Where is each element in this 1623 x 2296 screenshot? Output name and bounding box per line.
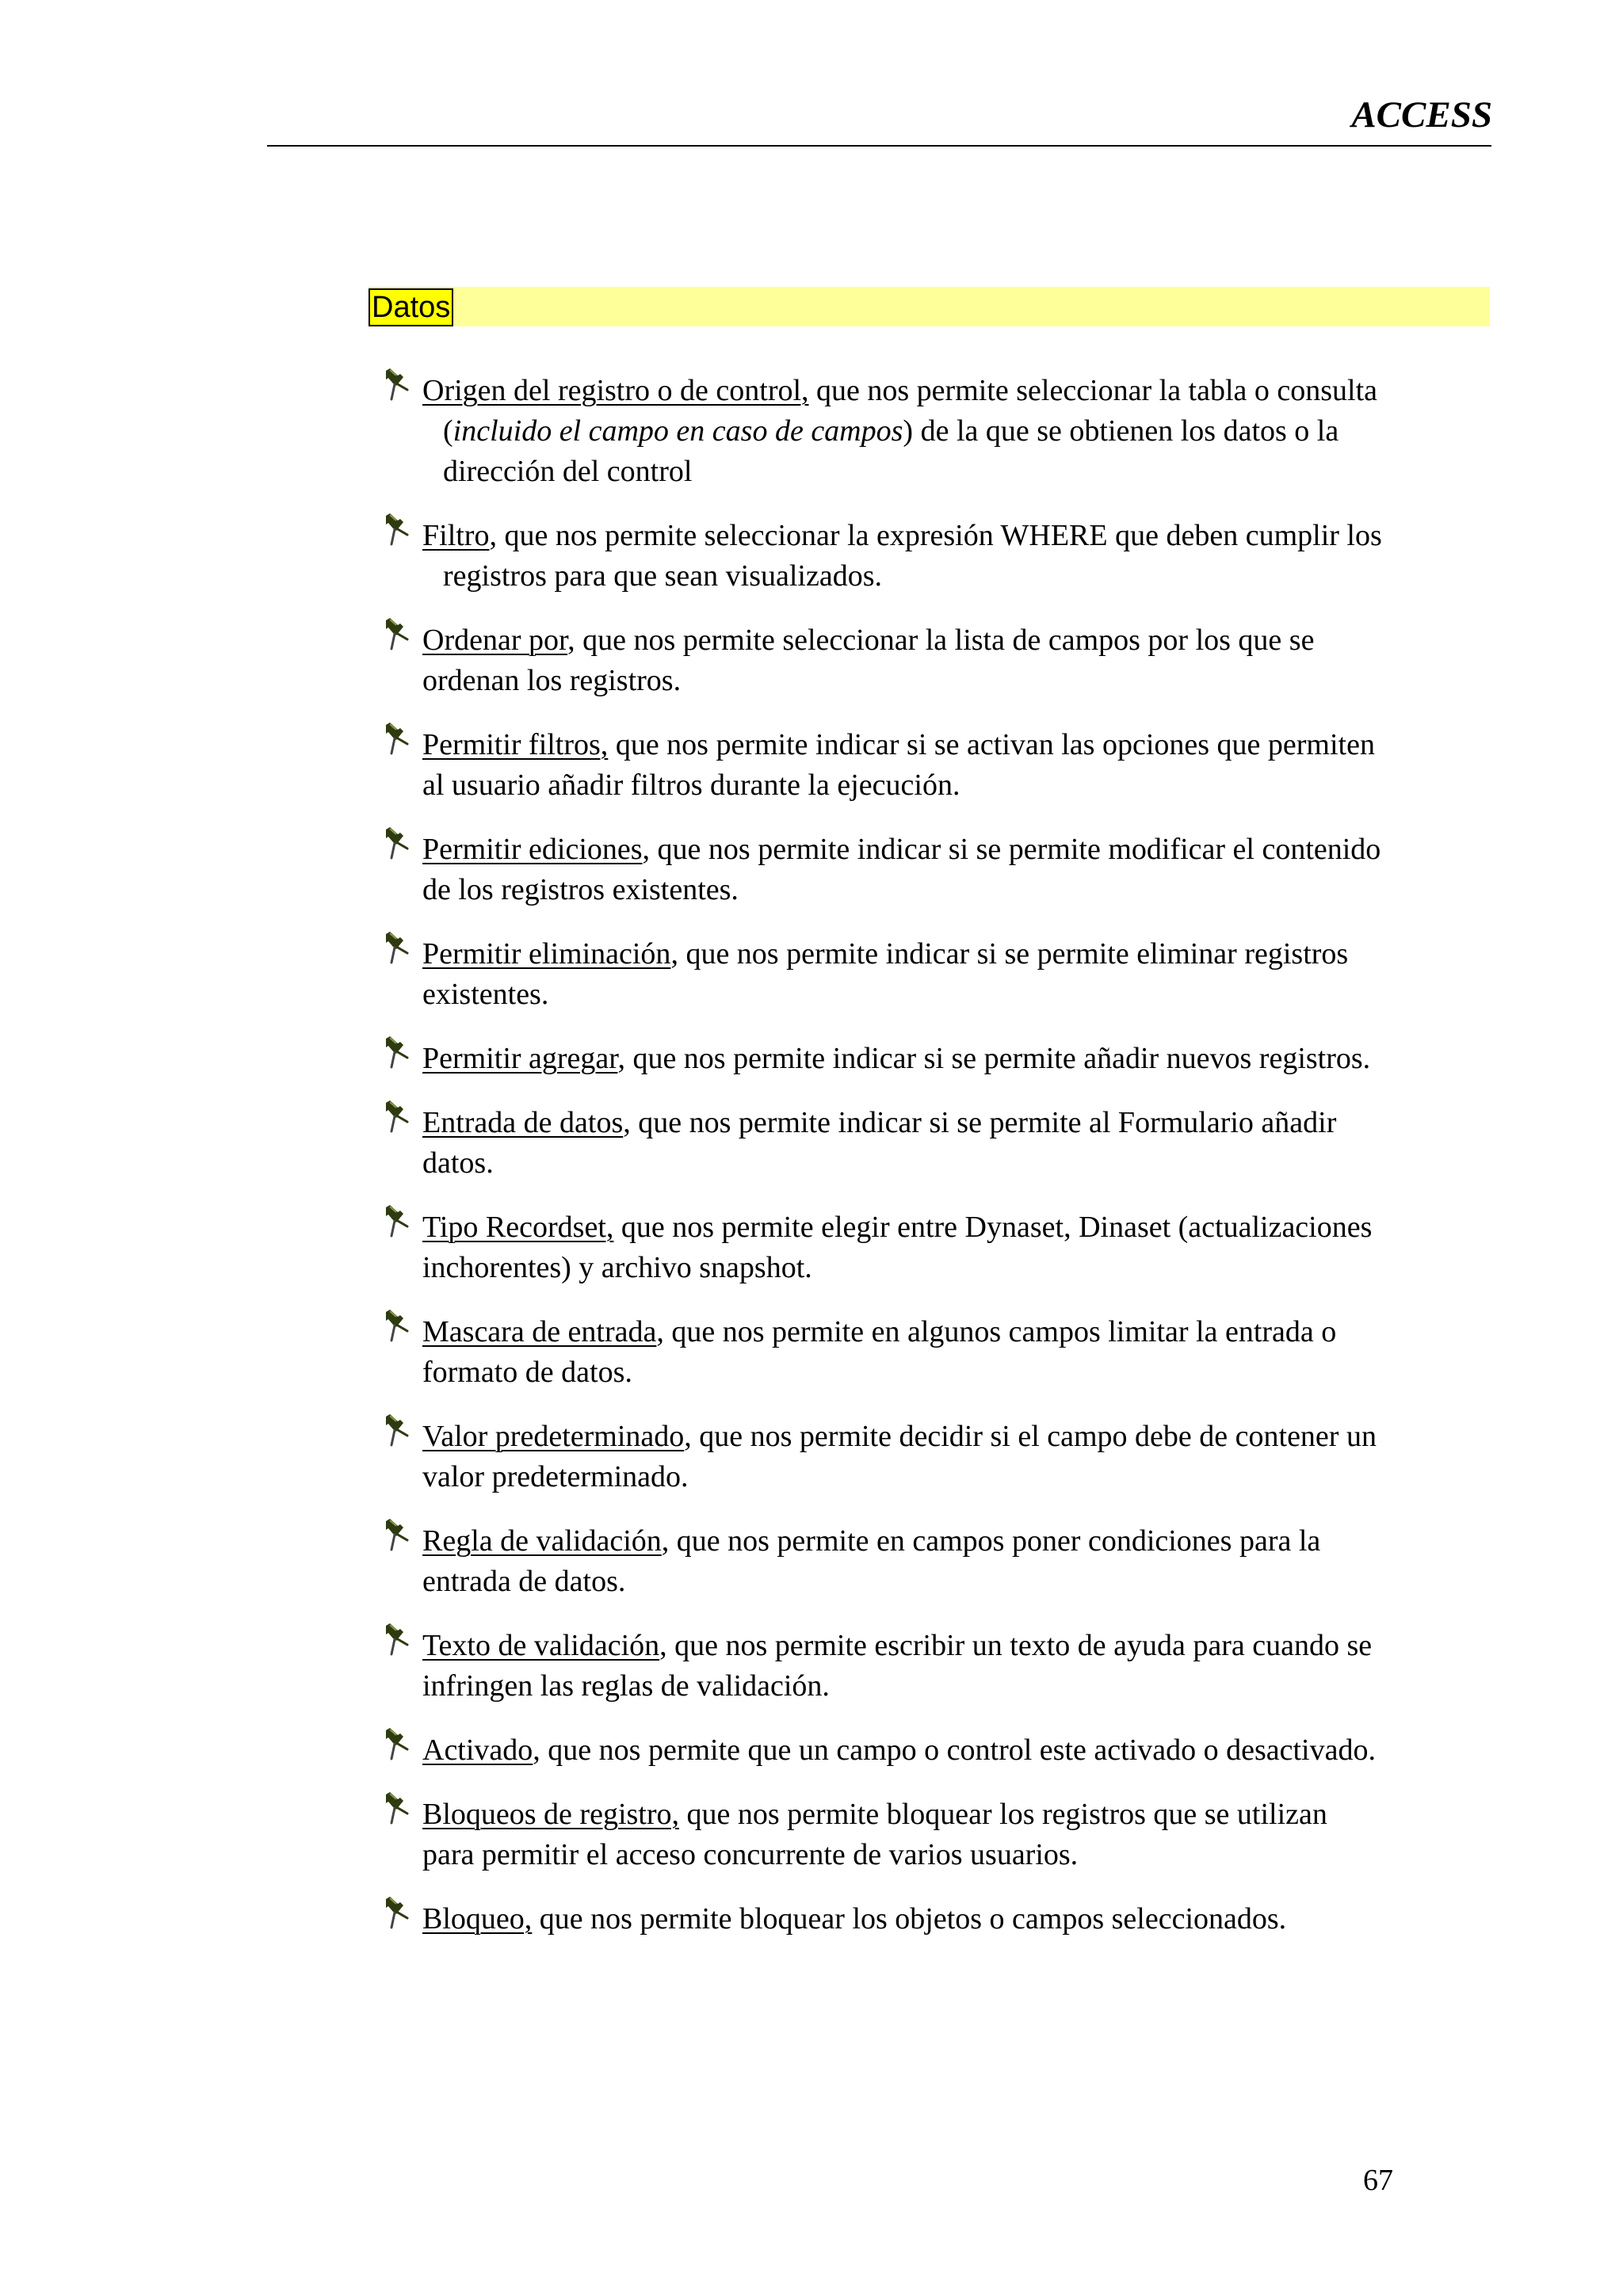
item-line [422,974,1486,1015]
item-text [422,1207,1486,1288]
item-description: que nos permite indicar si se activan las opciones que permiten [608,728,1375,761]
item-term: Texto de validación [422,1629,660,1662]
pushpin-icon [379,1518,414,1558]
item-description: , que nos permite decidir si el campo debe de contener un [684,1420,1377,1453]
pushpin-icon [379,1204,414,1244]
pushpin-icon [379,826,414,866]
list-item-7 [379,1039,1486,1079]
item-term: Tipo Recordset, [422,1211,614,1244]
item-text [422,1899,1486,1939]
list-item-16 [379,1899,1486,1939]
pushpin-icon [379,1100,414,1139]
item-line [422,1207,1486,1248]
item-line [422,411,1486,452]
item-description: , que nos permite en campos poner condiciones para la [661,1524,1321,1558]
item-text [422,830,1486,910]
item-term: Permitir eliminación [422,937,671,971]
list-item-4 [379,725,1486,806]
item-term: Entrada de datos [422,1106,624,1139]
item-term: Activado [422,1733,533,1767]
list-item-13 [379,1626,1486,1707]
item-text [422,516,1486,597]
item-line [422,1039,1486,1079]
list-item-14 [379,1730,1486,1771]
pushpin-icon [379,1035,414,1075]
item-line [422,1835,1486,1875]
item-term: Permitir filtros, [422,728,609,761]
item-line [422,452,1486,492]
item-term: Bloqueos de registro, [422,1798,680,1831]
item-description: ( [443,414,453,448]
list-item-10 [379,1312,1486,1393]
item-line [422,1143,1486,1184]
pushpin-icon [379,1727,414,1767]
item-description: dirección del control [443,455,693,488]
item-description: , que nos permite escribir un texto de ayuda para cuando se [659,1629,1373,1662]
item-description: existentes. [422,978,549,1011]
header-rule [267,145,1491,147]
item-text [422,1103,1486,1184]
item-term: Filtro [422,519,490,552]
item-text [422,1312,1486,1393]
item-term: Valor predeterminado [422,1420,685,1453]
list-item-1 [379,371,1486,492]
item-description: que nos permite bloquear los objetos o campos seleccionados. [532,1902,1287,1936]
item-description: inchorentes) y archivo snapshot. [422,1251,812,1284]
item-description: para permitir el acceso concurrente de varios usuarios. [422,1838,1079,1871]
item-text [422,1521,1486,1602]
pushpin-icon [379,1309,414,1348]
pushpin-icon [379,617,414,657]
item-description: al usuario añadir filtros durante la ejecución. [422,769,960,802]
item-text [422,934,1486,1015]
item-line [422,765,1486,806]
item-text [422,1417,1486,1497]
item-line [422,1899,1486,1939]
item-description: ordenan los registros. [422,664,682,697]
property-list [379,371,1486,1963]
item-text [422,371,1486,492]
item-line [422,1417,1486,1457]
item-term: Regla de validación [422,1524,662,1558]
pushpin-icon [379,1896,414,1936]
item-description: , que nos permite indicar si se permite añadir nuevos registros. [617,1042,1371,1075]
item-line [422,1103,1486,1143]
list-item-9 [379,1207,1486,1288]
item-text [422,1626,1486,1707]
item-text [422,725,1486,806]
item-description: que nos permite seleccionar la tabla o consulta [808,374,1378,407]
item-text [422,1039,1486,1079]
item-term: Ordenar por [422,624,568,657]
pushpin-icon [379,513,414,552]
item-line [422,556,1486,597]
item-description: valor predeterminado. [422,1460,689,1493]
item-description: , que nos permite en algunos campos limitar la entrada o [656,1315,1337,1348]
pushpin-icon [379,1623,414,1662]
pushpin-icon [379,1791,414,1831]
item-description: , que nos permite indicar si se permite al Formulario añadir [623,1106,1337,1139]
item-line [422,830,1486,870]
item-description: datos. [422,1146,494,1180]
list-item-3 [379,620,1486,701]
item-line [422,1312,1486,1352]
item-term: Permitir ediciones [422,833,643,866]
item-description: , que nos permite indicar si se permite eliminar registros [670,937,1349,971]
item-description: entrada de datos. [422,1565,626,1598]
item-line [422,1521,1486,1562]
list-item-2 [379,516,1486,597]
item-line [422,371,1486,411]
item-description: , que nos permite seleccionar la expresión WHERE que deben cumplir los [489,519,1382,552]
list-item-6 [379,934,1486,1015]
item-description: que nos permite bloquear los registros que se utilizan [679,1798,1327,1831]
item-line [422,516,1486,556]
item-term: Bloqueo, [422,1902,533,1936]
item-italic-text: incluido el campo en caso de campos [453,414,903,448]
item-line [422,1248,1486,1288]
item-line [422,725,1486,765]
list-item-5 [379,830,1486,910]
item-term: Mascara de entrada [422,1315,657,1348]
item-line [422,1730,1486,1771]
item-description: ) de la que se obtienen los datos o la [903,414,1339,448]
item-description: de los registros existentes. [422,873,739,906]
item-line [422,1457,1486,1497]
list-item-11 [379,1417,1486,1497]
item-description: , que nos permite indicar si se permite modificar el contenido [642,833,1381,866]
header-title: ACCESS [1351,94,1492,135]
item-line [422,1666,1486,1707]
list-item-12 [379,1521,1486,1602]
item-line [422,934,1486,974]
item-line [422,870,1486,910]
item-line [422,1352,1486,1393]
pushpin-icon [379,368,414,407]
item-line [422,1562,1486,1602]
pushpin-icon [379,722,414,761]
item-description: , que nos permite que un campo o control este activado o desactivado. [533,1733,1376,1767]
item-text [422,1730,1486,1771]
item-description: que nos permite elegir entre Dynaset, Dinaset (actualizaciones [613,1211,1373,1244]
item-term: Permitir agregar [422,1042,618,1075]
item-line [422,661,1486,701]
pushpin-icon [379,1413,414,1453]
item-description: registros para que sean visualizados. [443,559,882,593]
section-heading-label: Datos [369,288,453,326]
item-text [422,1794,1486,1875]
item-line [422,1626,1486,1666]
list-item-8 [379,1103,1486,1184]
item-description: formato de datos. [422,1356,632,1389]
item-text [422,620,1486,701]
item-line [422,1794,1486,1835]
section-heading-bar [369,287,1490,326]
item-line [422,620,1486,661]
pushpin-icon [379,931,414,971]
item-term: Origen del registro o de control, [422,374,809,407]
page-number: 67 [1363,2164,1393,2197]
item-description: infringen las reglas de validación. [422,1669,830,1703]
item-description: , que nos permite seleccionar la lista de campos por los que se [567,624,1315,657]
list-item-15 [379,1794,1486,1875]
